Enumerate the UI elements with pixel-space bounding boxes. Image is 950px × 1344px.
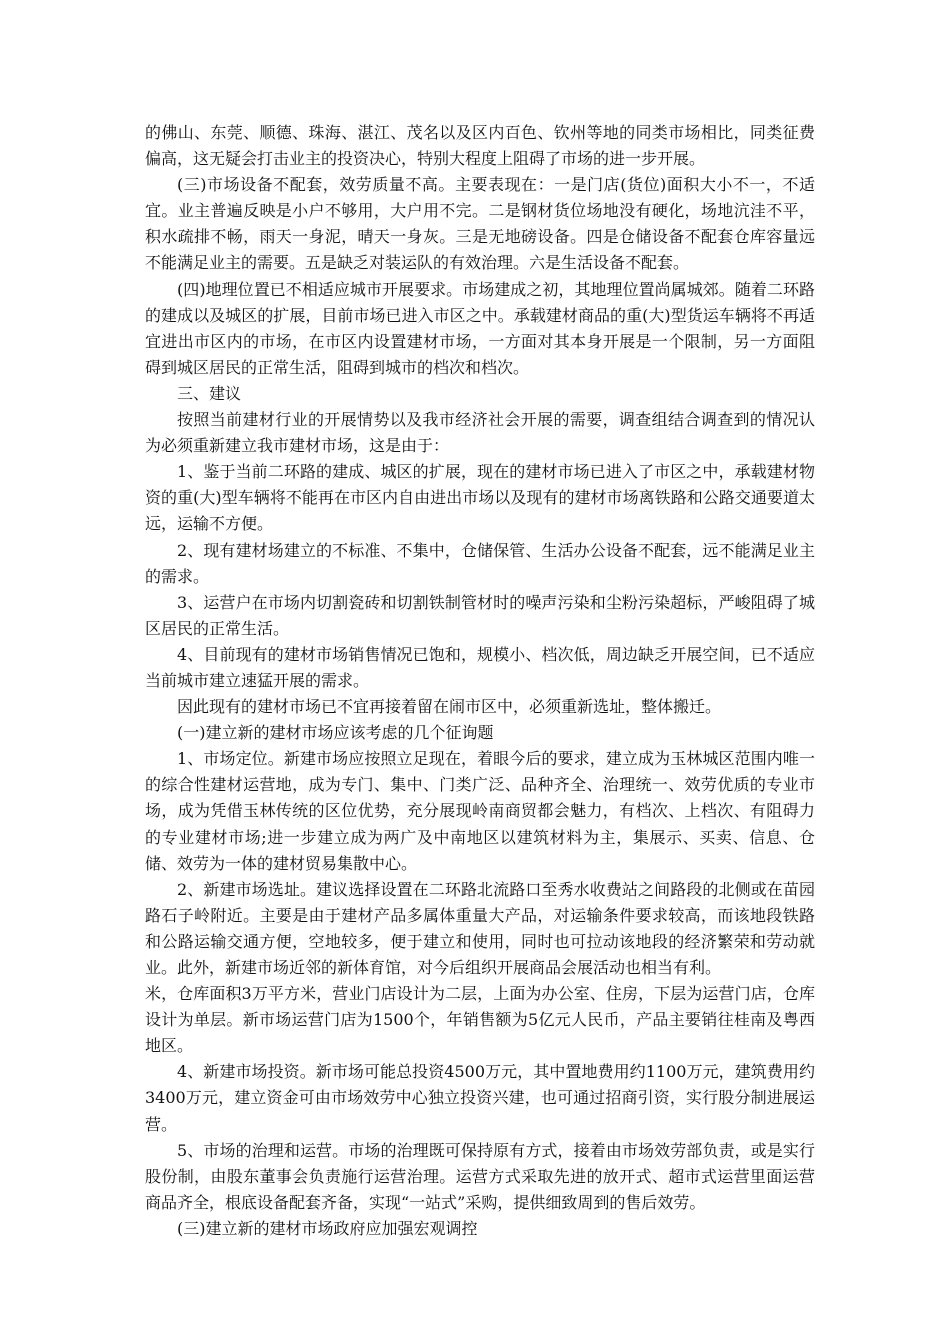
market-positioning-paragraph: 1、市场定位。新建市场应按照立足现在，着眼今后的要求，建立成为玉林城区范围内唯一的综合性建材运营地，成为专门、集中、门类广泛、品种齐全、治理统一、效劳优质的专业市场，成为凭借玉林传统的区位优势，充分展现岭南商贸都会魅力，有档次、上档次、有阻碍力的专业建材市场;进一步建立成为两广及中南地区以建筑材料为主，集展示、买卖、信息、仓储、效劳为一体的建材贸易集散中心。 — [145, 749, 815, 873]
market-investment-paragraph: 4、新建市场投资。新市场可能总投资4500万元，其中置地费用约1100万元，建筑费用约3400万元，建立资金可由市场效劳中心独立投资兴建，也可通过招商引资，实行股分制进展运营。 — [145, 1062, 815, 1134]
paragraph-10: 因此现有的建材市场已不宜再接着留在闹市区中，必须重新选址，整体搬迁。 — [177, 697, 722, 717]
list-item-2: 2、现有建材场建立的不标准、不集中，仓储保管、生活办公设备不配套，远不能满足业主的需求。 — [145, 540, 815, 586]
paragraph-3: (四)地理位置已不相适应城市开展要求。市场建成之初，其地理位置尚属城郊。随着二环路的建成以及城区的扩展，目前市场已进入市区之中。承载建材商品的重(大)型货运车辆将不再适宜进出市区内的市场，在市区内设置建材市场，一方面对其本身开展是一个限制，另一方面阻碍到城区居民的正常生活，阻碍到城市的档次和档次。 — [145, 279, 815, 377]
market-management-paragraph: 5、市场的治理和运营。市场的治理既可保持原有方式，接着由市场效劳部负责，或是实行股份制，由股东董事会负责施行运营治理。运营方式采取先进的放开式、超市式运营里面运营商品齐全，根底设备配套齐备，实现“一站式”采购，提供细致周到的售后效劳。 — [145, 1140, 815, 1212]
paragraph-2: (三)市场设备不配套，效劳质量不高。主要表现在：一是门店(货位)面积大小不一，不适宜。业主普遍反映是小户不够用，大户用不完。二是钢材货位场地没有硬化，场地沆洼不平，积水疏排不畅，雨天一身泥，晴天一身灰。三是无地磅设备。四是仓储设备不配套仓库容量远不能满足业主的需要。五是缺乏对装运队的有效治理。六是生活设备不配套。 — [145, 175, 815, 273]
paragraph-5: 按照当前建材行业的开展情势以及我市经济社会开展的需要，调查组结合调查到的情况认为必须重新建立我市建材市场，这是由于： — [145, 410, 815, 456]
subsection-heading-3: (三)建立新的建材市场政府应加强宏观调控 — [177, 1218, 478, 1238]
paragraph-1: 的佛山、东莞、顺德、珠海、湛江、茂名以及区内百色、钦州等地的同类市场相比，同类征费偏高，这无疑会打击业主的投资决心，特别大程度上阻碍了市场的进一步开展。 — [145, 123, 815, 169]
market-site-paragraph: 2、新建市场选址。建议选择设置在二环路北流路口至秀水收费站之间路段的北侧或在苗园路石子岭附近。主要是由于建材产品多属体重量大产品，对运输条件要求较高，而该地段铁路和公路运输交通方便，空地较多，便于建立和使用，同时也可拉动该地段的经济繁荣和劳动就业。此外，新建市场近邻的新体育馆，对今后组织开展商品会展活动也相当有利。 — [145, 879, 815, 977]
subsection-heading-1: (一)建立新的建材市场应该考虑的几个征询题 — [177, 723, 494, 743]
list-item-1: 1、鉴于当前二环路的建成、城区的扩展，现在的建材市场已进入了市区之中，承载建材物资的重(大)型车辆将不能再在市区内自由进出市场以及现有的建材市场离铁路和公路交通要道太远，运输不方便。 — [145, 462, 815, 534]
section-heading-suggestions: 三、建议 — [177, 383, 242, 403]
list-item-4: 4、目前现有的建材市场销售情况已饱和，规模小、档次低，周边缺乏开展空间，已不适应当前城市建立速猛开展的需求。 — [145, 644, 815, 690]
document-body — [145, 120, 815, 1242]
list-item-3: 3、运营户在市场内切割瓷砖和切割铁制管材时的噪声污染和尘粉污染超标，严峻阻碍了城区居民的正常生活。 — [145, 592, 815, 638]
market-scale-paragraph: 米，仓库面积3万平方米，营业门店设计为二层，上面为办公室、住房，下层为运营门店，仓库设计为单层。新市场运营门店为1500个，年销售额为5亿元人民币，产品主要销往桂南及粤西地区。 — [145, 984, 815, 1056]
